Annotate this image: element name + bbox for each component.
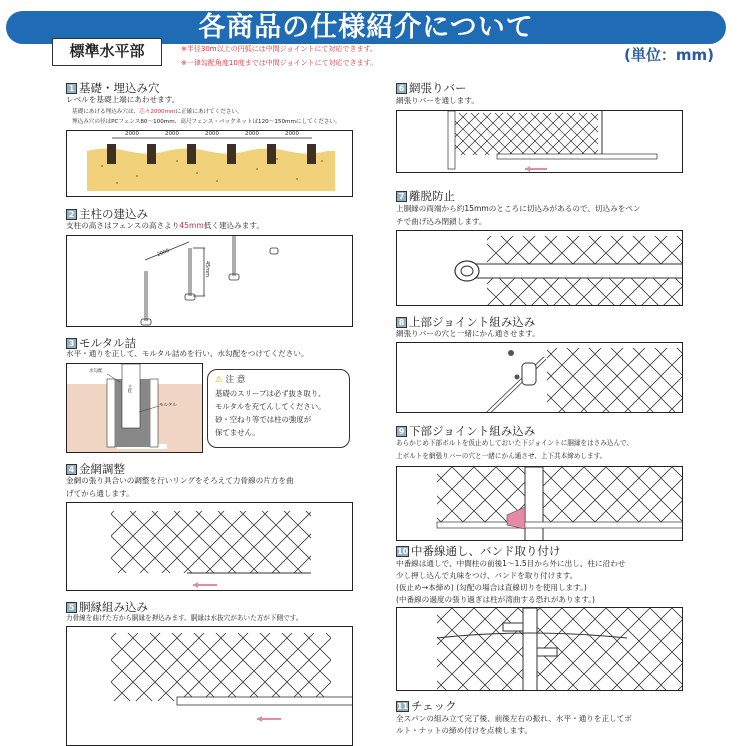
section-7-desc-2: チで曲げ込み閉鎖します。	[396, 217, 487, 226]
section-11-desc-2: ルト・ナットの締め付けを点検します。	[396, 726, 532, 735]
caution-line: 基礎のスリーブは必ず抜き取り、	[215, 389, 326, 398]
step-number: 10	[397, 546, 409, 556]
section-title: 金網調整	[79, 462, 125, 476]
page-title-banner: 各商品の仕様紹介について	[6, 11, 726, 44]
span-dimension: 2000	[156, 247, 171, 259]
label-water-slope: 水勾配	[89, 369, 103, 374]
caution-line: 砂・空ねり等では柱の強度が	[215, 415, 312, 424]
section-4-desc-1: 金網の張り具合いの調整を行いリングをそろえて力骨線の片方を曲	[66, 476, 294, 485]
height-dimension: 45mm	[204, 260, 211, 278]
caution-heading: ⚠ 注 意	[215, 375, 246, 385]
section-title: 胴縁組み込み	[79, 600, 148, 614]
post-setting-diagram	[66, 235, 353, 327]
section-title: 上部ジョイント組み込み	[409, 315, 536, 329]
step-number: 2	[66, 209, 77, 220]
caution-line: 保てません。	[215, 428, 260, 437]
section-1-desc: レベルを基礎上端にあわせます。	[66, 95, 180, 104]
section-badge: 標準水平部	[52, 38, 162, 66]
step-number: 7	[396, 191, 407, 202]
step-number: 11	[397, 701, 409, 711]
rail-insert-diagram	[66, 626, 353, 746]
section-7-desc-1: 上胴縁の両端から約15mmのところに切込みがあるので、切込みをペン	[396, 204, 641, 213]
section-11-desc-1: 全スパンの組み立て完了後、前後左右の振れ、水平・通りを正してボ	[396, 714, 632, 723]
section-1-note2: 埋込み穴の径はPCフェンス80～100mm、高尺フェンス・バックネットは120～150mmにしてください。	[72, 119, 341, 125]
mortar-diagram	[66, 363, 203, 453]
step-number: 6	[396, 83, 407, 94]
section-8-desc: 網張りバーの穴と一緒にかん通させます。	[396, 329, 540, 338]
detach-prevent-diagram	[396, 230, 683, 306]
section-title: 基礎・埋込み穴	[79, 81, 160, 95]
section-6-desc: 網張りバーを通します。	[396, 96, 479, 105]
step-number: 8	[396, 317, 407, 328]
section-9-desc-2: 上ボルトを網張りバーの穴と一緒にかん通させ、上下共本締めします。	[396, 452, 607, 460]
step-number: 3	[66, 338, 77, 349]
section-2-desc: 支柱の高さはフェンスの高さより45mm低く建込みます。	[66, 221, 264, 230]
unit-label: (単位：mm)	[624, 46, 714, 64]
section-title: チェック	[411, 699, 457, 713]
lower-joint-diagram	[396, 466, 683, 541]
mesh-adjust-diagram	[66, 502, 353, 591]
step-number: 9	[396, 426, 407, 437]
label-mortar: モルタル	[159, 403, 177, 408]
mid-wire-band-diagram	[396, 607, 683, 691]
section-1-note: 基礎にあける埋込み穴は、芯々2000mmに正確にあけてください。	[72, 109, 243, 115]
section-title: 中番線通し、バンド取り付け	[411, 544, 561, 558]
section-title: 下部ジョイント組み込み	[409, 424, 536, 438]
section-3-desc: 水平・通りを正して、モルタル詰めを行い、水勾配をつけてください。	[66, 349, 309, 358]
section-5-desc: 力骨線を曲げた方から胴縁を押込みます。胴縁は水抜穴があいた方が下側です。	[66, 614, 303, 622]
section-10-desc-2: 少し押し込んで丸味をつけ、バンドを取り付けます。	[396, 571, 578, 580]
section-10-desc-4: (中番線の過度の張り過ぎは柱が湾曲する恐れがあります。)	[396, 595, 595, 604]
caution-line: モルタルを充てんしてください。	[215, 402, 326, 411]
step-number: 5	[66, 602, 77, 613]
tension-bar-diagram	[396, 110, 683, 173]
section-title: 網張りバー	[409, 81, 467, 95]
step-number: 1	[66, 83, 77, 94]
section-10-desc-1: 中番線は通しで、中間柱の前後1～1.5目から外に出し、柱に沿わせ	[396, 559, 626, 568]
caution-box	[207, 369, 350, 448]
warning-icon: ⚠	[215, 375, 223, 385]
note-slope: ※一律勾配角度10度までは中間ジョイントにて対応できます。	[181, 59, 378, 67]
section-10-desc-3: (仮止め→本締め) (勾配の場合は直線切りを使用します。)	[396, 583, 587, 592]
label-main-post: 主柱	[127, 384, 132, 393]
section-9-desc-1: あらかじめ下部ボルトを仮止めしておいた下ジョイントに胴縁をはさみ込んで、	[396, 439, 634, 447]
upper-joint-diagram	[396, 342, 683, 413]
section-title: 離脱防止	[409, 189, 455, 203]
foundation-diagram: 2000 2000 2000 2000 2000	[66, 130, 353, 197]
section-title: モルタル詰	[79, 336, 137, 350]
section-title: 主柱の建込み	[79, 207, 148, 221]
section-4-desc-2: げてから通します。	[66, 489, 134, 498]
note-arc: ※半径30m以上の円弧には中間ジョイントにて対応できます。	[181, 45, 377, 53]
step-number: 4	[66, 464, 77, 475]
